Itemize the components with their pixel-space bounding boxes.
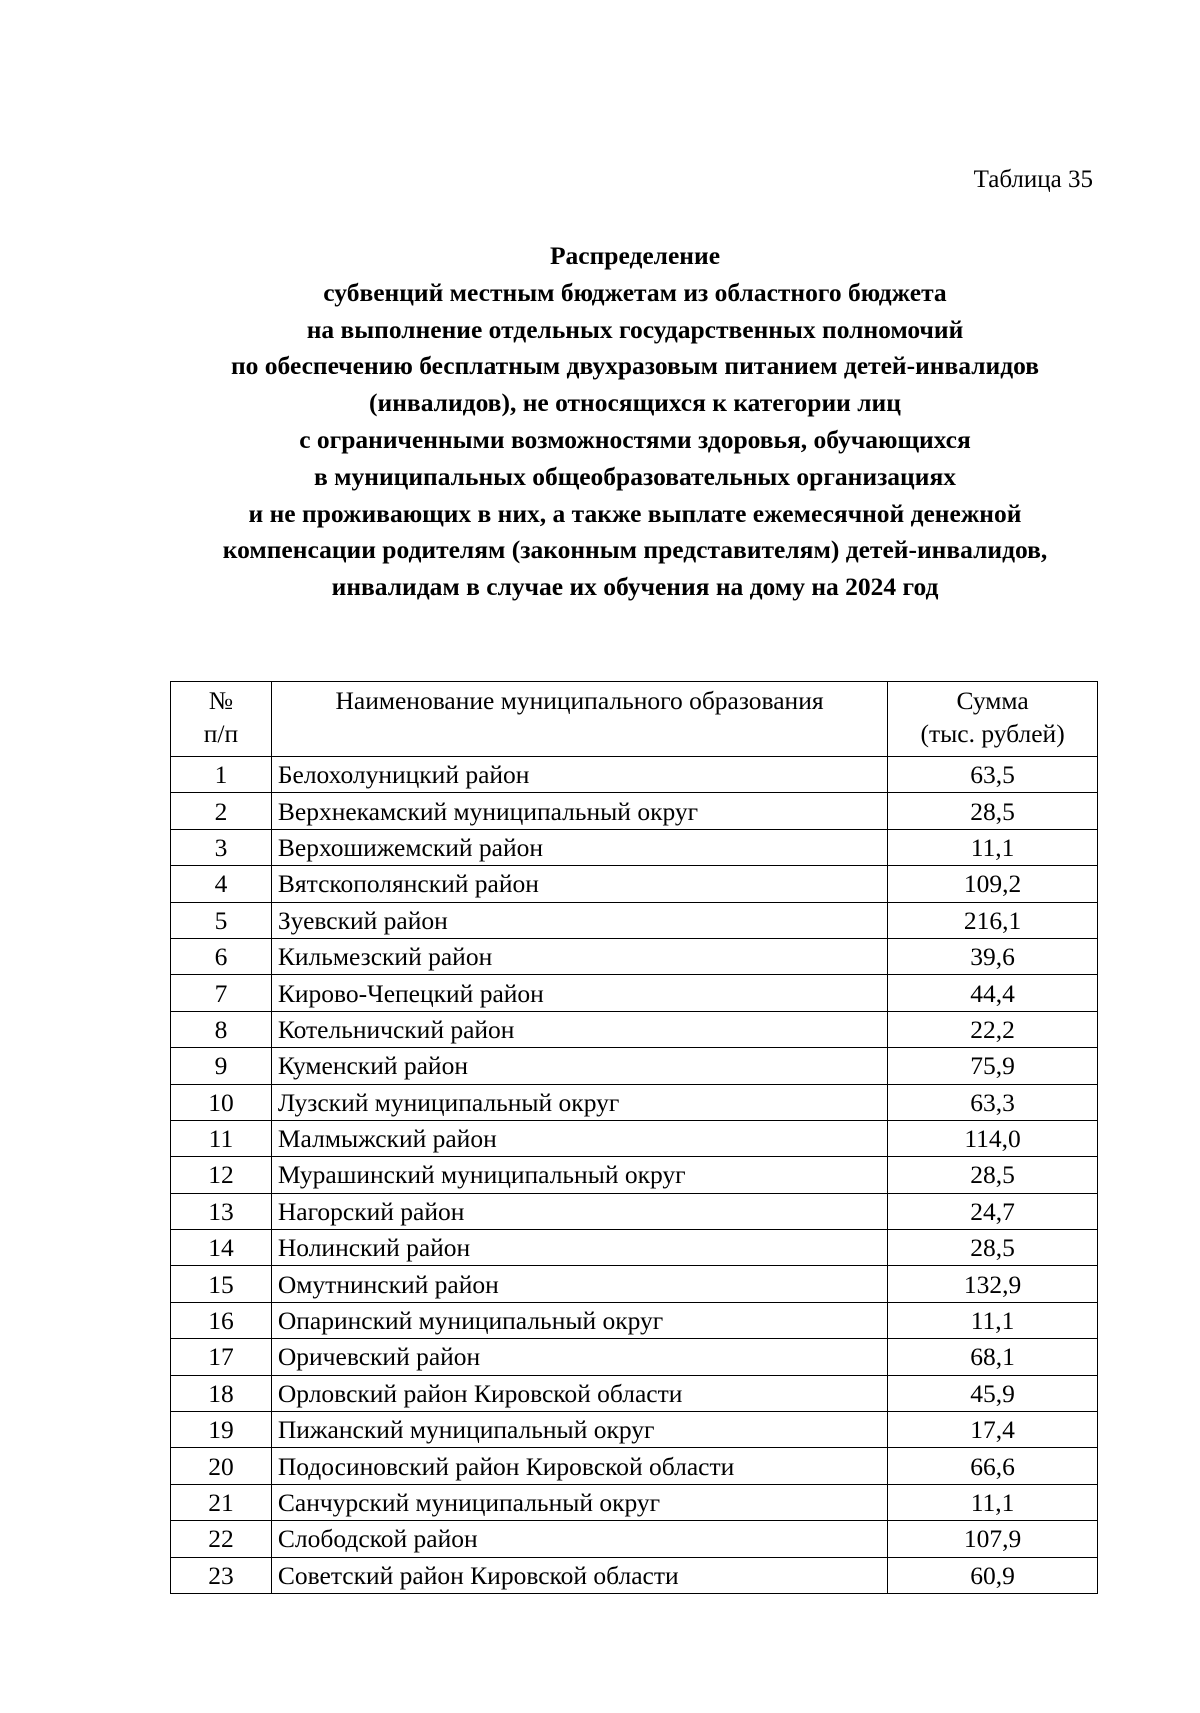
row-municipality: Нолинский район: [271, 1230, 887, 1266]
row-number: 22: [171, 1521, 272, 1557]
row-municipality: Слободской район: [271, 1521, 887, 1557]
table-row: [171, 1048, 1098, 1084]
table-row: [171, 1302, 1098, 1338]
distribution-table: [170, 681, 1098, 1594]
header-number-line2: п/п: [203, 719, 239, 748]
row-sum: 11,1: [888, 1302, 1098, 1338]
header-sum: [888, 682, 1098, 757]
title-line: на выполнение отдельных государственных полномочий: [306, 314, 964, 344]
header-number: [171, 682, 272, 757]
row-number: 12: [171, 1157, 272, 1193]
row-sum: 63,5: [888, 757, 1098, 793]
table-row: [171, 1193, 1098, 1229]
title-line: по обеспечению бесплатным двухразовым питанием детей-инвалидов: [230, 351, 1040, 381]
row-municipality: Белохолуницкий район: [271, 757, 887, 793]
title-line: и не проживающих в них, а также выплате ежемесячной денежной: [248, 498, 1022, 528]
row-number: 4: [171, 866, 272, 902]
table-row: [171, 1448, 1098, 1484]
row-sum: 11,1: [888, 1484, 1098, 1520]
row-sum: 216,1: [888, 902, 1098, 938]
row-municipality: Орловский район Кировской области: [271, 1375, 887, 1411]
title-line: с ограниченными возможностями здоровья, обучающихся: [299, 424, 971, 454]
row-sum: 17,4: [888, 1412, 1098, 1448]
table-row: [171, 829, 1098, 865]
table-header-row: [171, 682, 1098, 757]
row-municipality: Советский район Кировской области: [271, 1557, 887, 1593]
row-number: 8: [171, 1011, 272, 1047]
table-row: [171, 938, 1098, 974]
row-municipality: Мурашинский муниципальный округ: [271, 1157, 887, 1193]
row-number: 11: [171, 1120, 272, 1156]
table-row: [171, 975, 1098, 1011]
row-number: 16: [171, 1302, 272, 1338]
row-number: 10: [171, 1084, 272, 1120]
table-row: [171, 1557, 1098, 1593]
row-sum: 39,6: [888, 938, 1098, 974]
row-municipality: Верхнекамский муниципальный округ: [271, 793, 887, 829]
row-municipality: Пижанский муниципальный округ: [271, 1412, 887, 1448]
row-sum: 44,4: [888, 975, 1098, 1011]
header-sum-line2: (тыс. рублей): [920, 719, 1065, 748]
row-number: 9: [171, 1048, 272, 1084]
table-row: [171, 1375, 1098, 1411]
row-sum: 24,7: [888, 1193, 1098, 1229]
row-municipality: Малмыжский район: [271, 1120, 887, 1156]
row-number: 20: [171, 1448, 272, 1484]
table-row: [171, 902, 1098, 938]
title-line: инвалидам в случае их обучения на дому на 2024 год: [331, 572, 939, 602]
row-sum: 28,5: [888, 793, 1098, 829]
row-sum: 75,9: [888, 1048, 1098, 1084]
row-sum: 107,9: [888, 1521, 1098, 1557]
row-sum: 68,1: [888, 1339, 1098, 1375]
title-line: компенсации родителям (законным представителям) детей-инвалидов,: [222, 535, 1048, 565]
table-number-label: Таблица 35: [973, 166, 1093, 193]
table-row: [171, 1484, 1098, 1520]
table-row: [171, 757, 1098, 793]
row-sum: 132,9: [888, 1266, 1098, 1302]
table-row: [171, 1120, 1098, 1156]
row-sum: 11,1: [888, 829, 1098, 865]
row-sum: 28,5: [888, 1230, 1098, 1266]
row-number: 3: [171, 829, 272, 865]
row-sum: 66,6: [888, 1448, 1098, 1484]
row-number: 13: [171, 1193, 272, 1229]
row-sum: 114,0: [888, 1120, 1098, 1156]
row-sum: 63,3: [888, 1084, 1098, 1120]
row-number: 1: [171, 757, 272, 793]
document-title: [100, 238, 1170, 606]
title-line: Распределение: [549, 241, 721, 270]
row-municipality: Верхошижемский район: [271, 829, 887, 865]
row-number: 7: [171, 975, 272, 1011]
row-municipality: Зуевский район: [271, 902, 887, 938]
header-sum-line1: Сумма: [956, 686, 1029, 715]
row-municipality: Нагорский район: [271, 1193, 887, 1229]
header-number-line1: №: [208, 686, 234, 715]
table-row: [171, 1011, 1098, 1047]
table-row: [171, 1157, 1098, 1193]
title-line: субвенций местным бюджетам из областного бюджета: [323, 277, 947, 307]
table-row: [171, 1339, 1098, 1375]
row-number: 5: [171, 902, 272, 938]
row-sum: 22,2: [888, 1011, 1098, 1047]
row-number: 19: [171, 1412, 272, 1448]
row-municipality: Опаринский муниципальный округ: [271, 1302, 887, 1338]
table-row: [171, 793, 1098, 829]
row-municipality: Вятскополянский район: [271, 866, 887, 902]
row-sum: 28,5: [888, 1157, 1098, 1193]
table-row: [171, 1412, 1098, 1448]
row-sum: 109,2: [888, 866, 1098, 902]
row-municipality: Омутнинский район: [271, 1266, 887, 1302]
row-municipality: Кирово-Чепецкий район: [271, 975, 887, 1011]
row-sum: 60,9: [888, 1557, 1098, 1593]
row-municipality: Подосиновский район Кировской области: [271, 1448, 887, 1484]
row-number: 21: [171, 1484, 272, 1520]
row-municipality: Кильмезский район: [271, 938, 887, 974]
row-number: 18: [171, 1375, 272, 1411]
row-municipality: Куменский район: [271, 1048, 887, 1084]
row-municipality: Лузский муниципальный округ: [271, 1084, 887, 1120]
table-row: [171, 1521, 1098, 1557]
row-number: 17: [171, 1339, 272, 1375]
row-sum: 45,9: [888, 1375, 1098, 1411]
title-line: (инвалидов), не относящихся к категории лиц: [369, 388, 901, 418]
header-municipality: Наименование муниципального образования: [271, 682, 887, 757]
row-number: 23: [171, 1557, 272, 1593]
title-line: в муниципальных общеобразовательных организациях: [313, 461, 956, 491]
table-row: [171, 866, 1098, 902]
row-number: 14: [171, 1230, 272, 1266]
table-row: [171, 1266, 1098, 1302]
table-row: [171, 1230, 1098, 1266]
row-number: 2: [171, 793, 272, 829]
row-municipality: Котельничский район: [271, 1011, 887, 1047]
row-number: 15: [171, 1266, 272, 1302]
row-municipality: Оричевский район: [271, 1339, 887, 1375]
row-number: 6: [171, 938, 272, 974]
table-row: [171, 1084, 1098, 1120]
row-municipality: Санчурский муниципальный округ: [271, 1484, 887, 1520]
